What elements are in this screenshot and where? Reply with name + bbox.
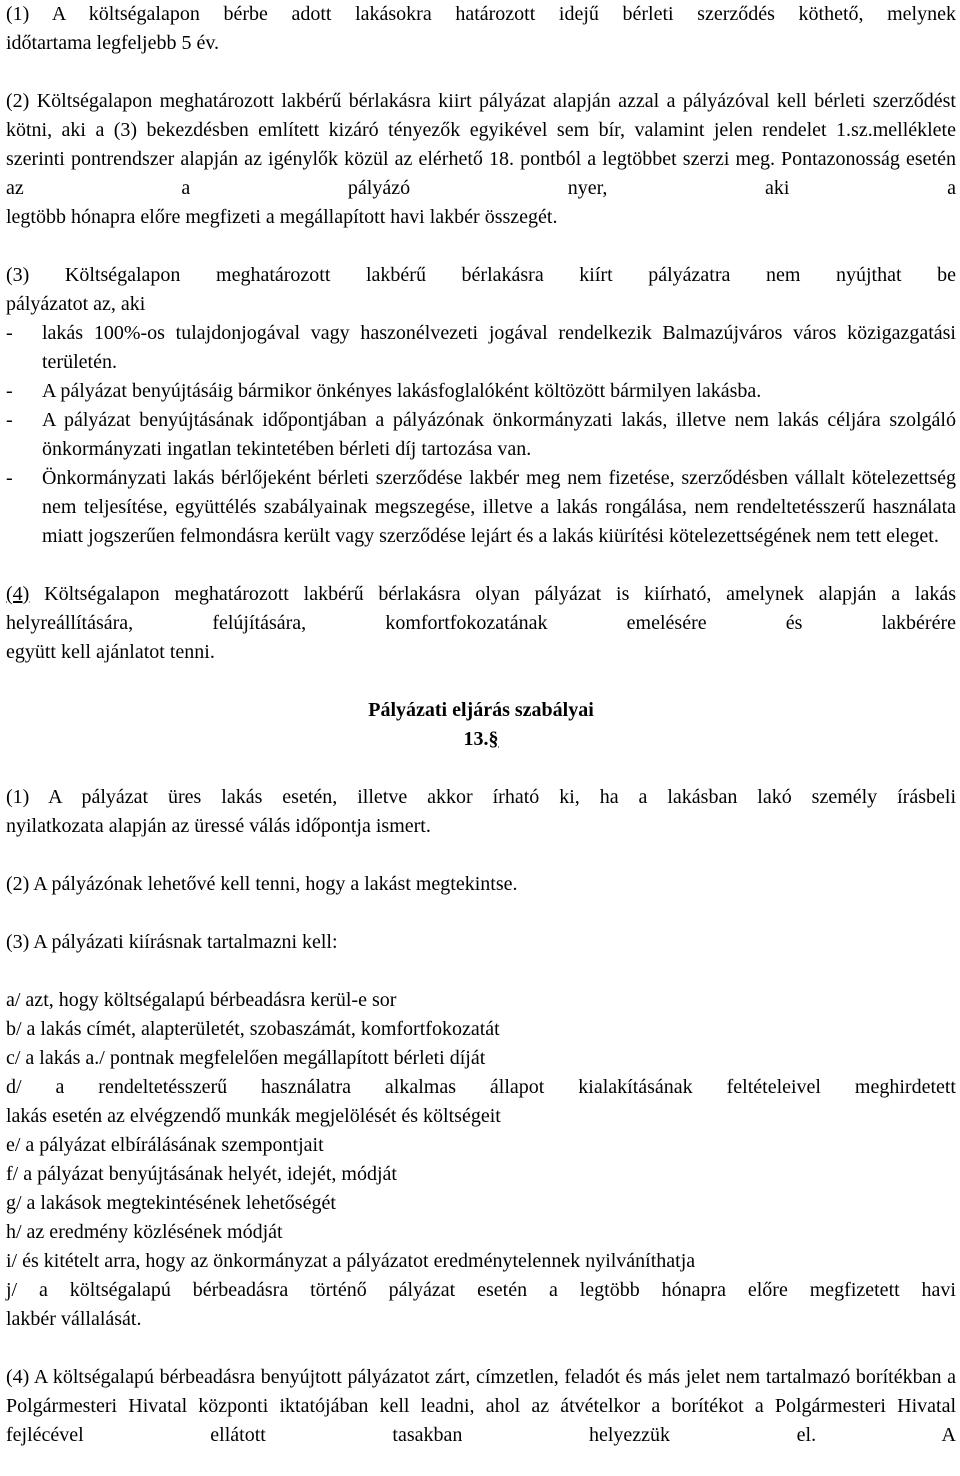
exclusion-item: [6, 464, 956, 551]
paragraph-13-4: (4) A költségalapú bérbeadásra benyújtott pályázatot zárt, címzetlen, feladót és más jelet nem tartalmazó borítékban a Polgármesteri Hivatal központi iktatójában kell leadni, ahol az átvételkor a borítékot a Polgármesteri Hivatal fejlécével ellátott tasakban helyezzük el. A: [6, 1366, 956, 1446]
list-item: f/ a pályázat benyújtásának helyét, idejét, módját: [6, 1163, 397, 1185]
list-item: e/ a pályázat elbírálásának szempontjait: [6, 1134, 324, 1156]
paragraph-12-2: (2) Költségalapon meghatározott lakbérű bérlakásra kiirt pályázat alapján azzal a pályázóval kell bérleti szerződést kötni, aki a (3) bekezdésben említett kizáró tényezők egyikével sem bír, valamint jelen rendelet 1.sz.melléklete szerinti pontrendszer alapján az igénylők közül az elérhető 18. pontból a legtöbbet szerzi meg. Pontazonosság esetén az a pályázó nyer, aki a: [6, 90, 956, 199]
paragraph-12-4: [6, 580, 956, 638]
list-dash: -: [6, 380, 13, 402]
paragraph-13-1-last: nyilatkozata alapján az üressé válás időpontja ismert.: [6, 815, 431, 837]
exclusion-item-text: lakás 100%-os tulajdonjogával vagy haszonélvezeti jogával rendelkezik Balmazújváros város közigazgatási területén.: [42, 322, 956, 373]
paragraph-12-4-number: (4): [6, 583, 30, 605]
paragraph-12-1-line2: időtartama legfeljebb 5 év.: [6, 32, 220, 54]
list-item: d/ a rendeltetésszerű használatra alkalmas állapot kialakításának feltételeivel meghirdetett: [6, 1076, 956, 1098]
list-item: j/ a költségalapú bérbeadásra történő pályázat esetén a legtöbb hónapra előre megfizetett havi: [6, 1279, 956, 1301]
exclusion-item: [6, 377, 956, 406]
section-sign: §: [488, 728, 499, 750]
paragraph-12-3-intro-last: pályázatot az, aki: [6, 293, 146, 315]
list-item: c/ a lakás a./ pontnak megfelelően megállapított bérleti díját: [6, 1047, 486, 1069]
paragraph-13-3-intro: (3) A pályázati kiírásnak tartalmazni kell:: [6, 931, 338, 953]
section-number: [6, 725, 956, 754]
paragraph-12-1-line1: (1) A költségalapon bérbe adott lakásokra határozott idejű bérleti szerződés köthető, melynek: [6, 3, 956, 25]
list-dash: -: [6, 322, 13, 344]
requirements-list: [6, 986, 956, 1334]
list-item: h/ az eredmény közlésének módját: [6, 1221, 283, 1243]
list-item: b/ a lakás címét, alapterületét, szobaszámát, komfortfokozatát: [6, 1018, 500, 1040]
list-item: lakás esetén az elvégzendő munkák megjelölését és költségeit: [6, 1105, 501, 1127]
section-title: Pályázati eljárás szabályai: [368, 699, 594, 721]
list-dash: -: [6, 467, 13, 489]
paragraph-12-2-last: legtöbb hónapra előre megfizeti a megállapított havi lakbér összegét.: [6, 206, 558, 228]
paragraph-12-4-last: együtt kell ajánlatot tenni.: [6, 641, 215, 663]
section-number-text: 13.: [463, 728, 489, 750]
exclusion-item-text: A pályázat benyújtásáig bármikor önkényes lakásfoglalóként költözött bármilyen lakásba.: [42, 380, 762, 402]
paragraph-12-4-text: Költségalapon meghatározott lakbérű bérlakásra olyan pályázat is kiírható, amelynek alapján a lakás helyreállítására, felújítására, komfortfokozatának emelésére és lakbérére: [6, 583, 956, 634]
exclusion-item: [6, 406, 956, 464]
exclusion-item-text: A pályázat benyújtásának időpontjában a pályázónak önkormányzati lakás, illetve nem lakás céljára szolgáló önkormányzati ingatlan tekintetében bérleti díj tartozása van.: [42, 409, 956, 460]
exclusion-item-text: Önkormányzati lakás bérlőjeként bérleti szerződése lakbér meg nem fizetése, szerződésben vállalt kötelezettség nem teljesítése, együttélés szabályainak megszegése, illetve a lakás rongálása, nem rendeltetésszerű használata miatt jogszerűen felmondásra került vagy szerződése lejárt és a lakás kiürítési kötelezettségének nem tett eleget.: [42, 467, 956, 547]
list-item: lakbér vállalását.: [6, 1308, 142, 1330]
list-dash: -: [6, 409, 13, 431]
list-item: a/ azt, hogy költségalapú bérbeadásra kerül-e sor: [6, 989, 397, 1011]
list-item: g/ a lakások megtekintésének lehetőségét: [6, 1192, 336, 1214]
paragraph-13-2: (2) A pályázónak lehetővé kell tenni, hogy a lakást megtekintse.: [6, 873, 518, 895]
paragraph-12-3-intro: (3) Költségalapon meghatározott lakbérű bérlakásra kiírt pályázatra nem nyújthat be: [6, 264, 956, 286]
list-item: i/ és kitételt arra, hogy az önkormányzat a pályázatot eredménytelennek nyilváníthatja: [6, 1250, 696, 1272]
paragraph-13-1: (1) A pályázat üres lakás esetén, illetve akkor írható ki, ha a lakásban lakó személy írásbeli: [6, 786, 956, 808]
document-page: [6, 0, 956, 1450]
exclusion-item: [6, 319, 956, 377]
